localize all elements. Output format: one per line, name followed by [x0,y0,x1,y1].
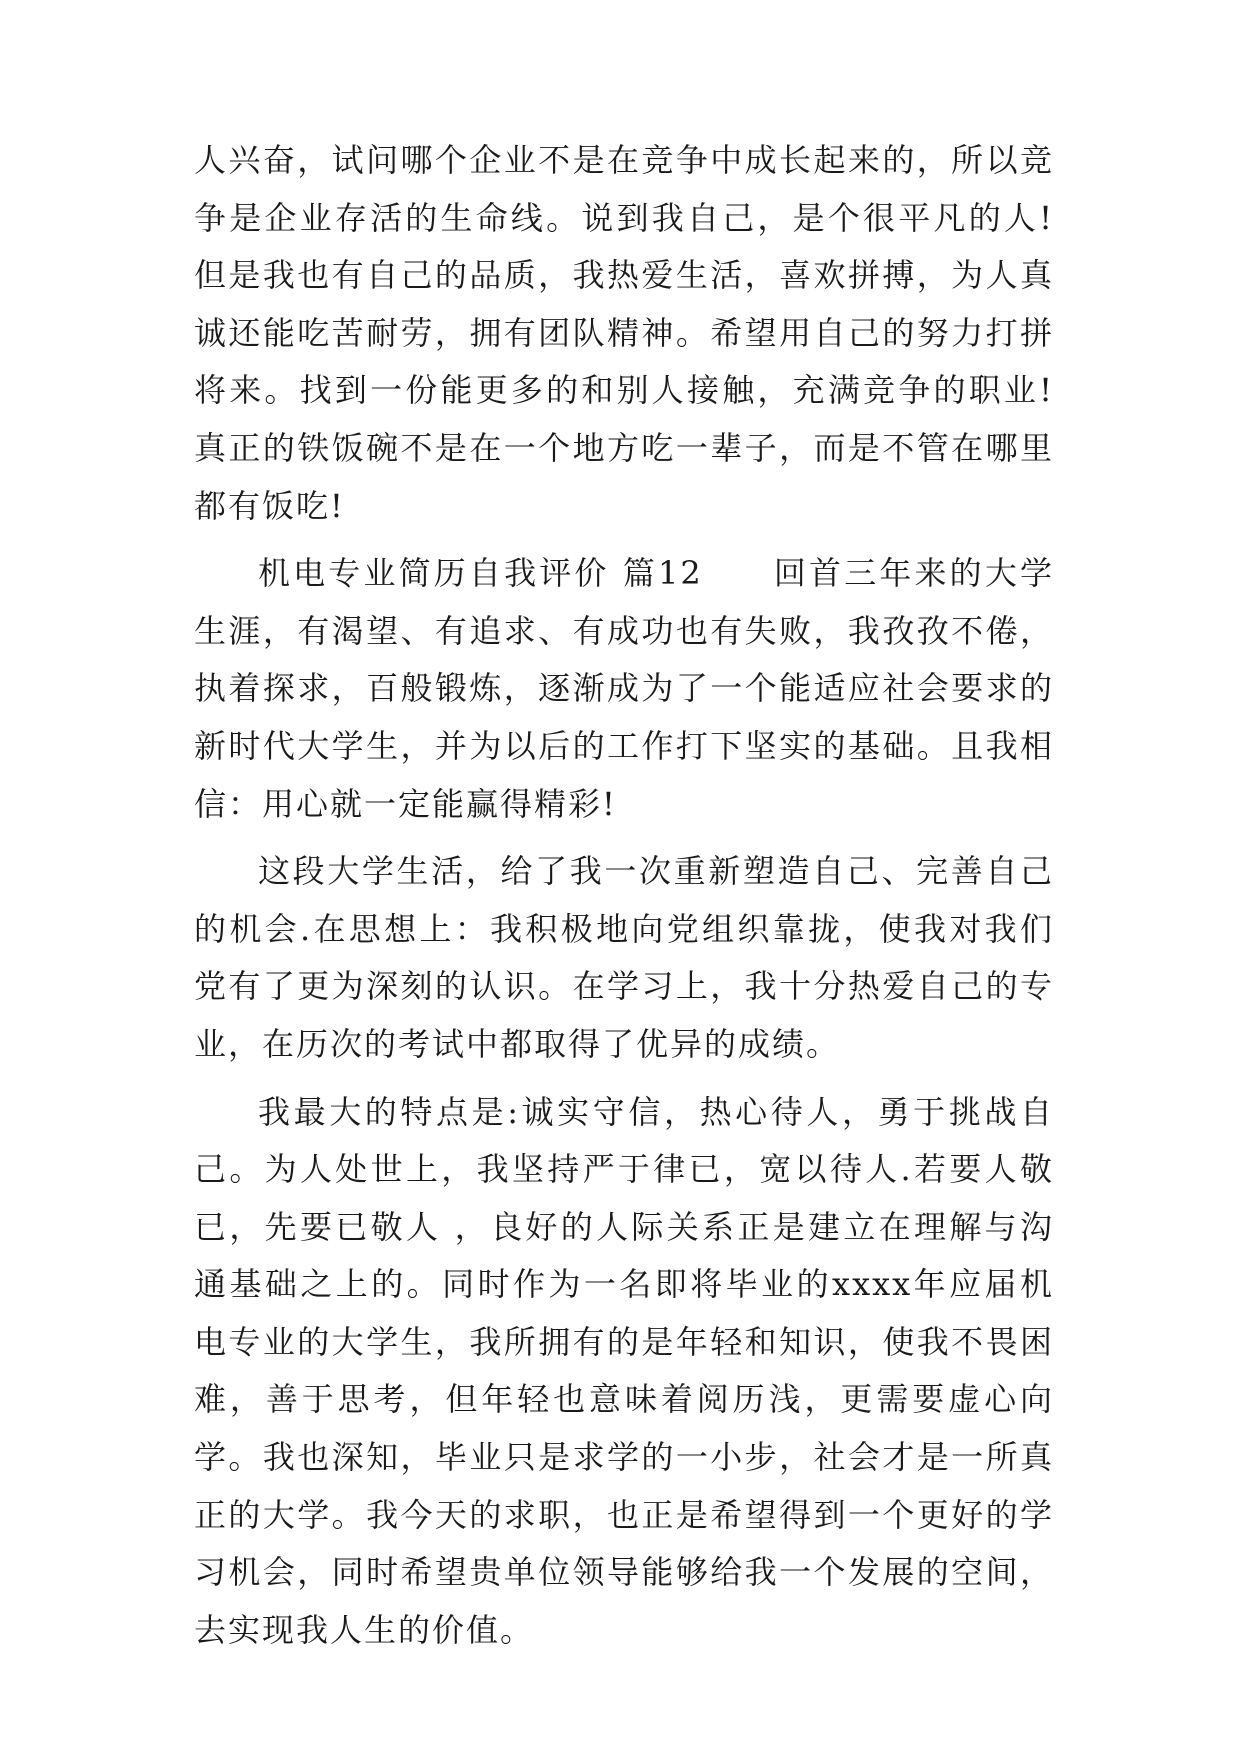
paragraph-text: 人兴奋，试问哪个企业不是在竞争中成长起来的，所以竞争是企业存活的生命线。说到我自己，是个很平凡的人!但是我也有自己的品质，我热爱生活，喜欢拼搏，为人真诚还能吃苦耐劳，拥有团队精神。希望用自己的努力打拼将来。找到一份能更多的和别人接触，充满竞争的职业!真正的铁饭碗不是在一个地方吃一辈子，而是不管在哪里都有饭吃! [194,141,1054,525]
section-heading: 机电专业简历自我评价 篇12 [258,554,703,593]
paragraph-characteristics [194,1084,1054,1660]
document-body [194,132,1054,1669]
paragraph-section-12 [194,545,1054,833]
paragraph-text: 回首三年来的大学生涯，有渴望、有追求、有成功也有失败，我孜孜不倦，执着探求，百般锻炼，逐渐成为了一个能适应社会要求的新时代大学生，并为以后的工作打下坚实的基础。且我相信：用心就一定能赢得精彩! [194,554,1054,823]
paragraph-text: 这段大学生活，给了我一次重新塑造自己、完善自己的机会.在思想上：我积极地向党组织靠拢，使我对我们党有了更为深刻的认识。在学习上，我十分热爱自己的专业，在历次的考试中都取得了优异的成绩。 [194,852,1054,1063]
paragraph-continued [194,132,1054,535]
paragraph-university-life [194,843,1054,1073]
paragraph-text: 我最大的特点是:诚实守信，热心待人，勇于挑战自己。为人处世上，我坚持严于律已，宽以待人.若要人敬已，先要已敬人 ，良好的人际关系正是建立在理解与沟通基础之上的。同时作为一名即将毕业的xxxx年应届机电专业的大学生，我所拥有的是年轻和知识，使我不畏困难，善于思考，但年轻也意味着阅历浅，更需要虚心向学。我也深知，毕业只是求学的一小步，社会才是一所真正的大学。我今天的求职，也正是希望得到一个更好的学习机会，同时希望贵单位领导能够给我一个发展的空间，去实现我人生的价值。 [194,1092,1054,1649]
